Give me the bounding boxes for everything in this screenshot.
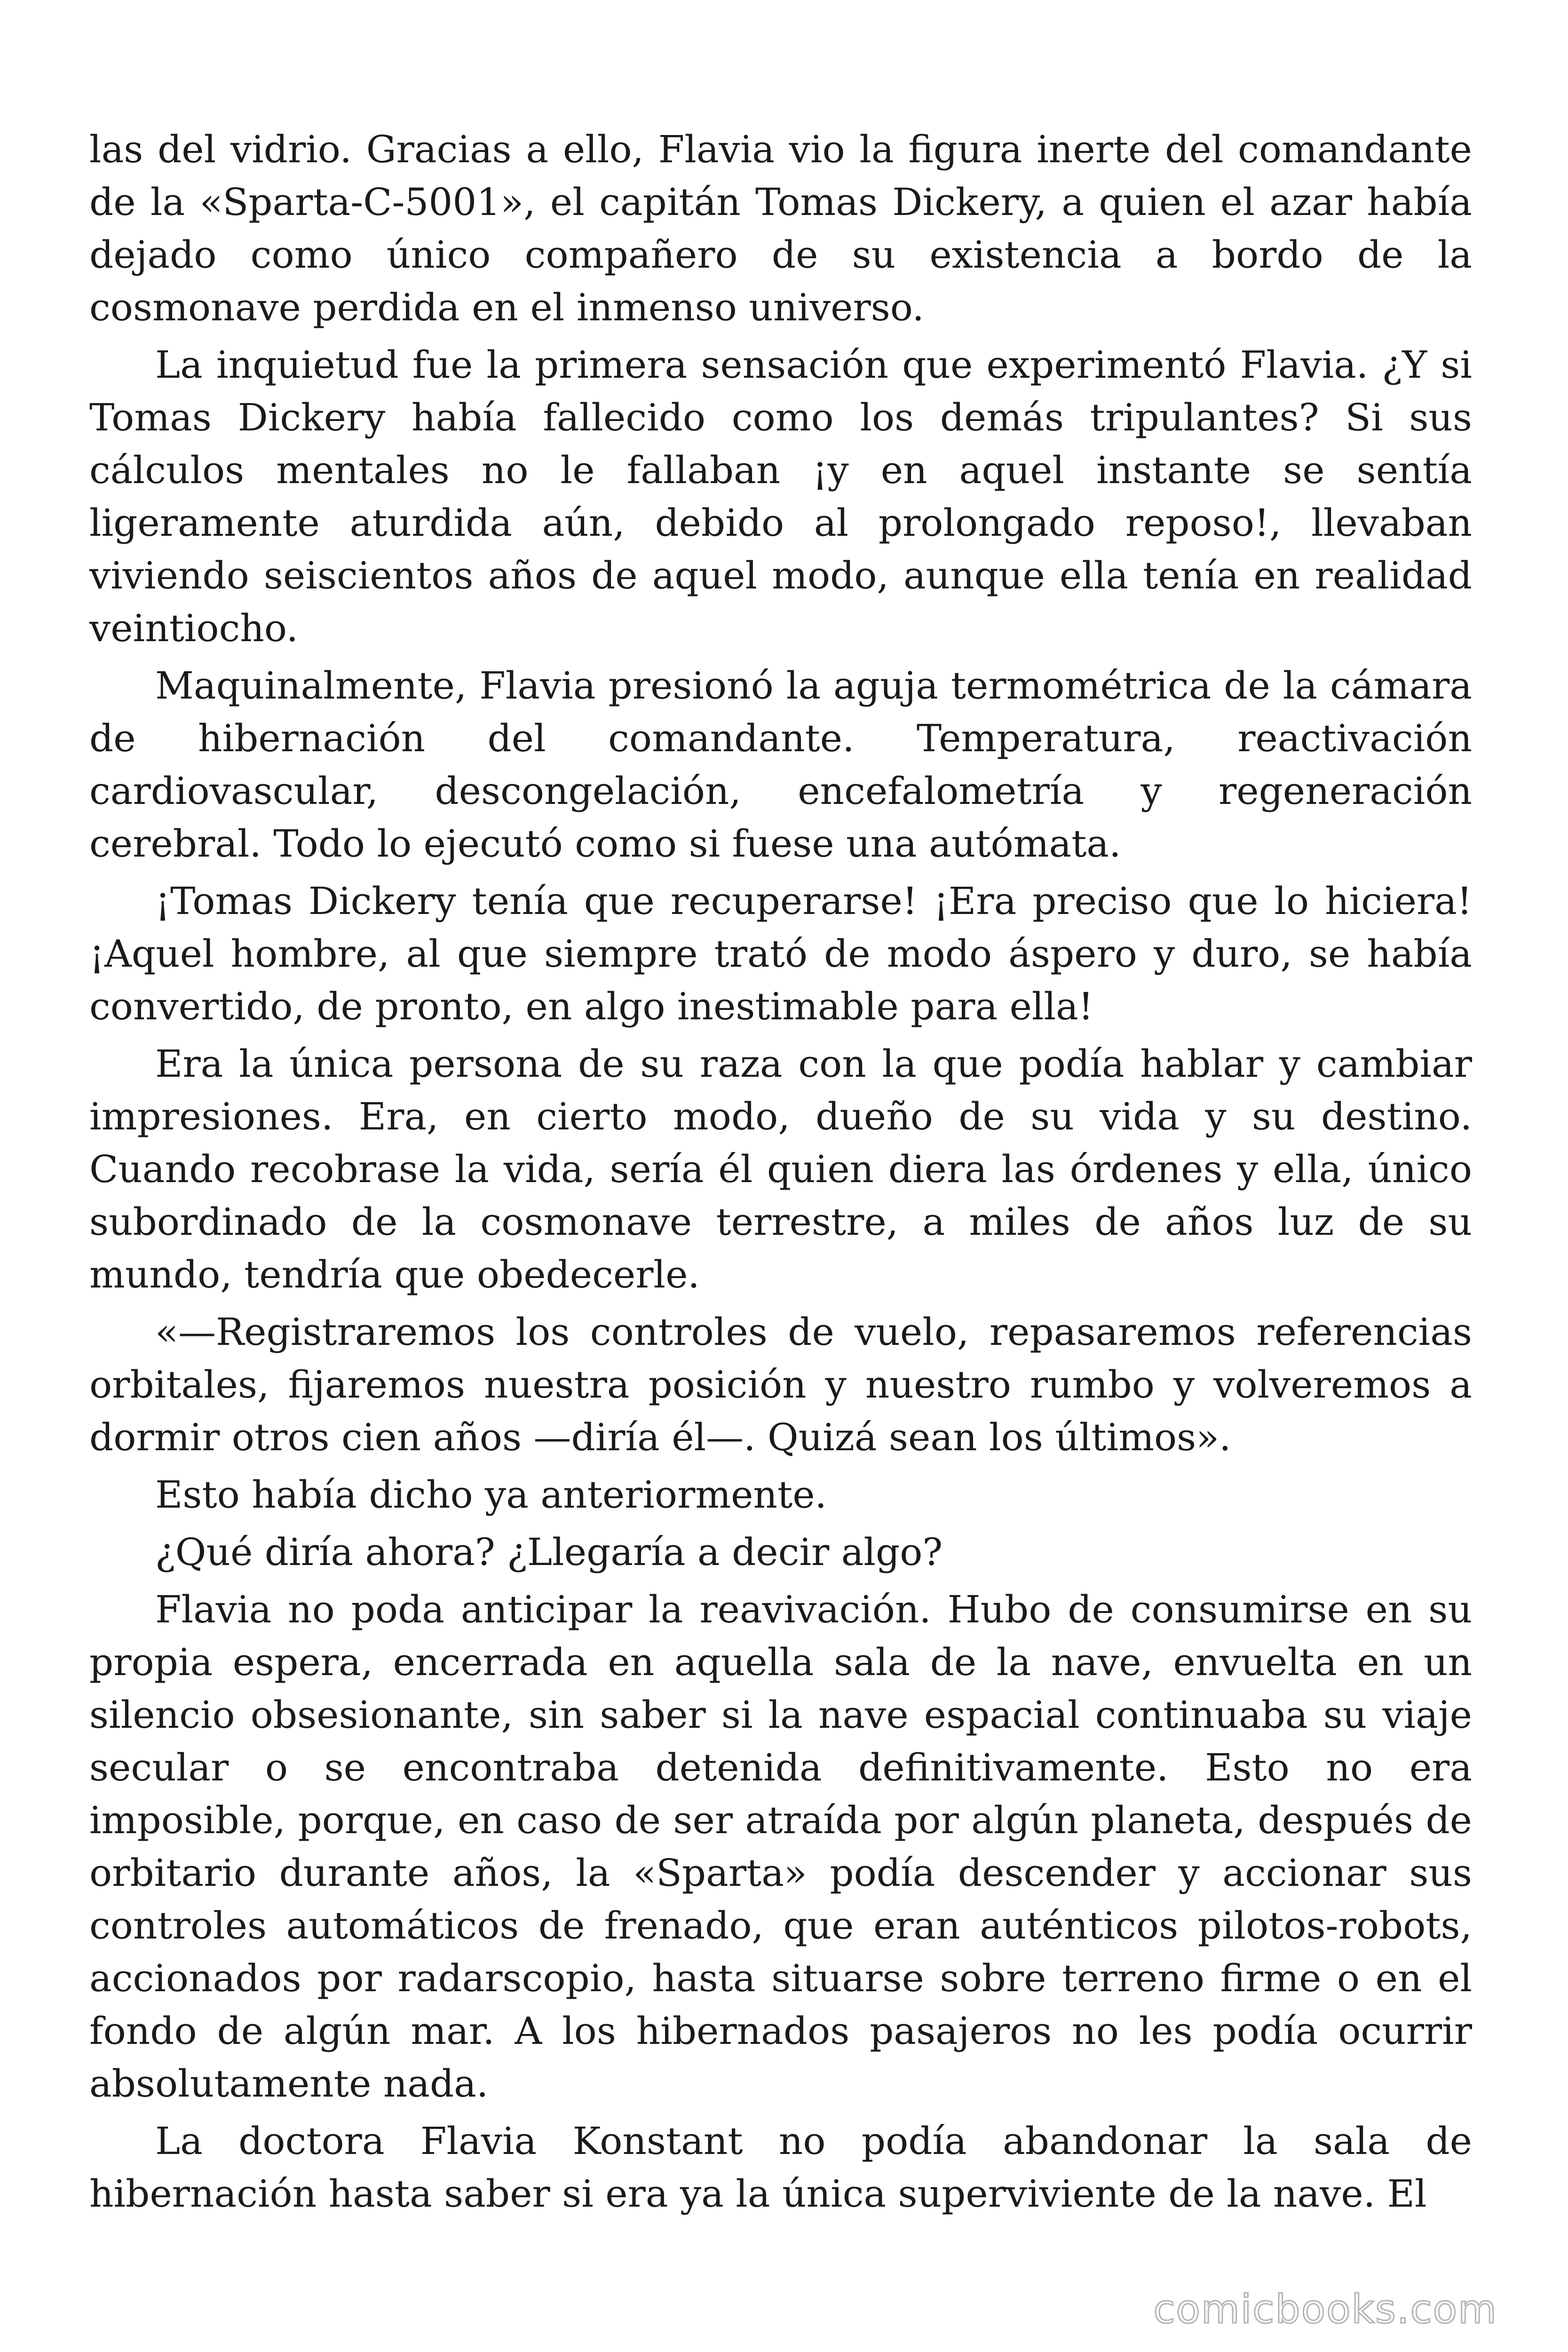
paragraph: las del vidrio. Gracias a ello, Flavia vio la figura inerte del comandante de la «Sparta-C-5001», el capitán Tomas Dickery, a quien el azar había dejado como único compañero de su existencia a bordo de la cosmonave perdida en el inmenso universo. [89,127,1472,329]
paragraph: Esto había dicho ya anteriormente. [155,1473,827,1517]
paragraph: «—Registraremos los controles de vuelo, repasaremos referencias orbitales, fijaremos nuestra posición y nuestro rumbo y volveremos a dormir otros cien años —diría él—. Quizá sean los últimos». [89,1310,1472,1459]
paragraph: Maquinalmente, Flavia presionó la aguja termométrica de la cámara de hibernación del comandante. Temperatura, reactivación cardiovascular, descongelación, encefalometría y regeneración cerebral. Todo lo ejecutó como si fuese una autómata. [89,664,1472,866]
paragraph: La doctora Flavia Konstant no podía abandonar la sala de hibernación hasta saber si era ya la única superviviente de la nave. El [89,2119,1472,2216]
paragraph: ¡Tomas Dickery tenía que recuperarse! ¡Era preciso que lo hiciera! ¡Aquel hombre, al que siempre trató de modo áspero y duro, se había convertido, de pronto, en algo inestimable para ella! [89,879,1472,1028]
paragraph: La inquietud fue la primera sensación que experimentó Flavia. ¿Y si Tomas Dickery había fallecido como los demás tripulantes? Si sus cálculos mentales no le fallaban ¡y en aquel instante se sentía ligeramente aturdida aún, debido al prolongado reposo!, llevaban viviendo seiscientos años de aquel modo, aunque ella tenía en realidad veintiocho. [89,343,1472,650]
page-body [89,123,1472,2225]
paragraph: Era la única persona de su raza con la que podía hablar y cambiar impresiones. Era, en cierto modo, dueño de su vida y su destino. Cuando recobrase la vida, sería él quien diera las órdenes y ella, único subordinado de la cosmonave terrestre, a miles de años luz de su mundo, tendría que obedecerle. [89,1042,1472,1296]
watermark: comicbooks.com [1153,2286,1497,2332]
paragraph: ¿Qué diría ahora? ¿Llegaría a decir algo? [155,1530,943,1574]
paragraph: Flavia no poda anticipar la reavivación. Hubo de consumirse en su propia espera, encerrada en aquella sala de la nave, envuelta en un silencio obsesionante, sin saber si la nave espacial continuaba su viaje secular o se encontraba detenida definitivamente. Esto no era imposible, porque, en caso de ser atraída por algún planeta, después de orbitario durante años, la «Sparta» podía descender y accionar sus controles automáticos de frenado, que eran auténticos pilotos-robots, accionados por radarscopio, hasta situarse sobre terreno firme o en el fondo de algún mar. A los hibernados pasajeros no les podía ocurrir absolutamente nada. [89,1588,1472,2106]
